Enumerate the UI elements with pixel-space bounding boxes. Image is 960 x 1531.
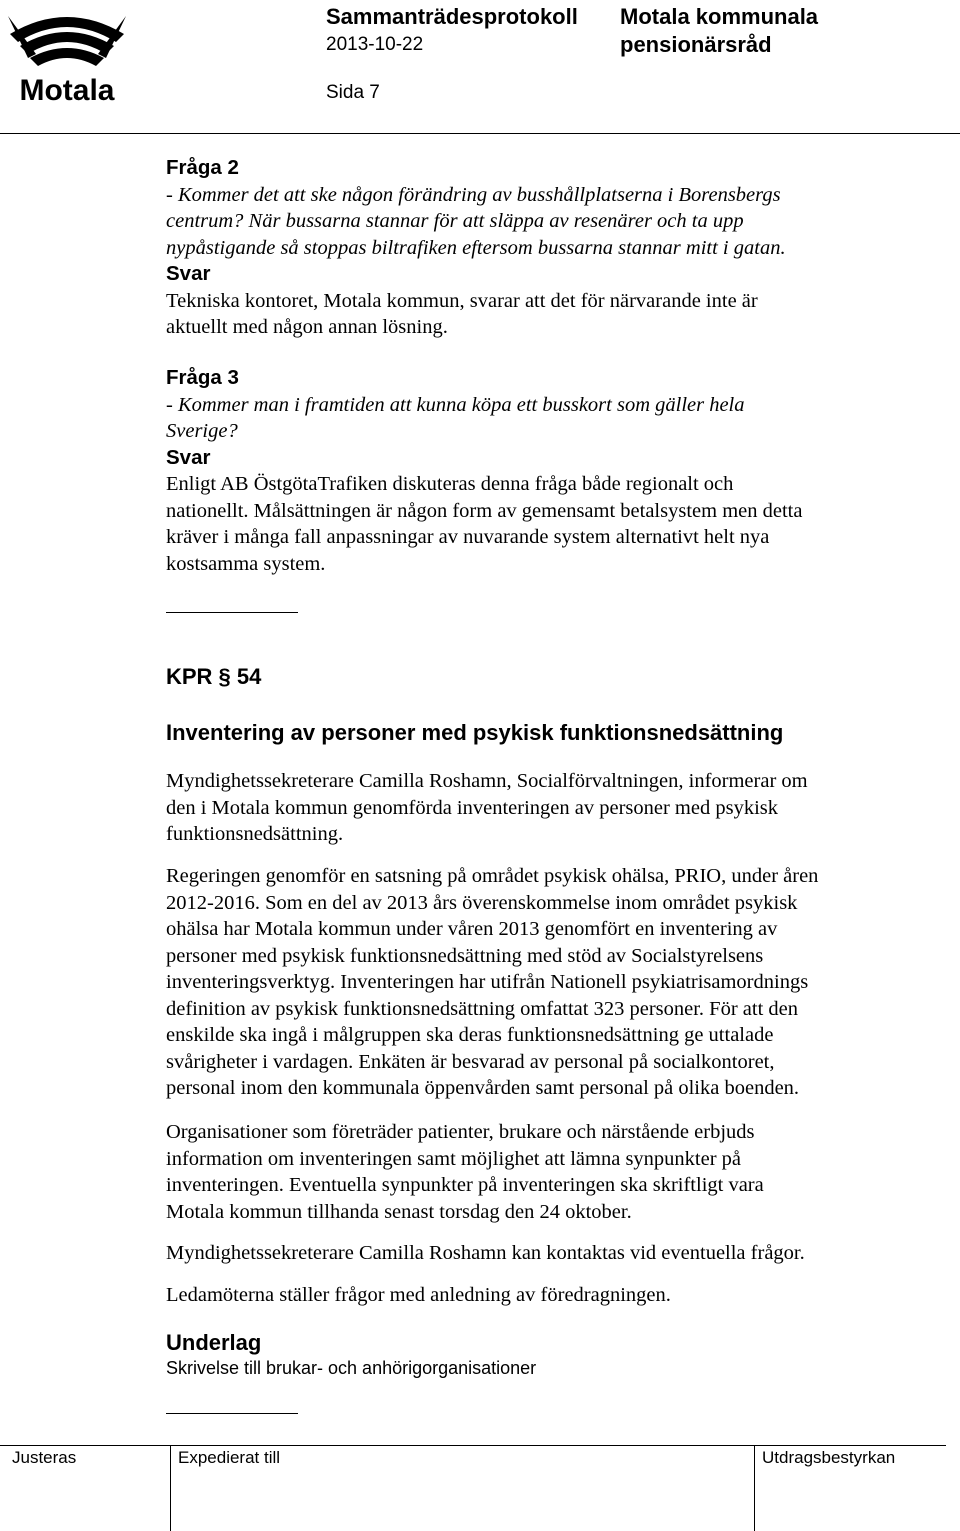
paragraph-4 [166,1240,926,1267]
answer-3-line: Enligt AB ÖstgötaTrafiken diskuteras denna fråga både regionalt och [166,473,734,495]
paragraph-line: definition av psykisk funktionsnedsättning omfattat 323 personer. För att den [166,997,798,1020]
paragraph-line: Myndighetssekreterare Camilla Roshamn kan kontaktas vid eventuella frågor. [166,1242,805,1264]
question-2-line: - Kommer det att ske någon förändring av busshållplatserna i Borensbergs [166,183,781,206]
underlag-text: Skrivelse till brukar- och anhörigorganisationer [166,1358,537,1378]
footer-column-divider [754,1445,755,1531]
answer-2-line: aktuellt med någon annan lösning. [166,316,448,338]
paragraph-line: Motala kommun tillhanda senast torsdag den 24 oktober. [166,1200,632,1223]
paragraph-line: personal inom den kommunala öppenvården samt personal på olika boenden. [166,1077,800,1099]
paragraph-line: Myndighetssekreterare Camilla Roshamn, Socialförvaltningen, informerar om [166,770,808,792]
paragraph-line: funktionsnedsättning. [166,823,344,845]
question-2-block [166,155,926,341]
document-type: Sammanträdesprotokoll [326,4,578,29]
question-2-title: Fråga 2 [166,156,239,179]
paragraph-1 [166,768,926,848]
question-3-title: Fråga 3 [166,366,239,389]
footer-utdragsbestyrkan: Utdragsbestyrkan [762,1448,896,1467]
page-number: Sida 7 [326,82,380,103]
footer-divider [0,1445,946,1446]
section-number: KPR § 54 [166,664,262,689]
header-divider [0,133,960,134]
document-date: 2013-10-22 [326,34,424,55]
paragraph-line: Organisationer som företräder patienter, brukare och närstående erbjuds [166,1121,755,1143]
organization-name-line1: Motala kommunala [620,4,819,29]
answer-3-line: nationellt. Målsättningen är någon form av gemensamt betalsystem men detta [166,499,803,522]
footer-column-divider [170,1445,171,1531]
paragraph-line: inventeringen. Eventuella synpunkter på inventeringen ska skriftligt vara [166,1174,764,1196]
footer-expedierat: Expedierat till [178,1448,281,1467]
question-3-line: Sverige? [166,420,238,442]
question-2-line: centrum? När bussarna stannar för att släppa av resenärer och ta upp [166,210,744,232]
logo-emblem [8,16,126,66]
question-3-block [166,365,926,577]
footer-justeras: Justeras [12,1448,77,1467]
answer-2-line: Tekniska kontoret, Motala kommun, svarar att det för närvarande inte är [166,289,758,312]
paragraph-3 [166,1119,926,1225]
underlag-title: Underlag [166,1330,262,1355]
answer-3-label: Svar [166,445,211,469]
answer-2-label: Svar [166,262,211,285]
paragraph-line: information om inventeringen samt möjlighet att lämna synpunkter på [166,1147,742,1170]
organization-name-line2: pensionärsråd [620,32,772,57]
logo-wordmark: Motala [19,74,115,106]
paragraph-2 [166,863,926,1102]
paragraph-line: Ledamöterna ställer frågor med anledning av föredragningen. [166,1284,671,1306]
motala-logo [6,4,128,106]
paragraph-line: den i Motala kommun genomförda inventeringen av personer med psykisk [166,796,779,819]
paragraph-line: personer med psykisk funktionsnedsättning med stöd av Socialstyrelsens [166,944,764,967]
answer-3-line: kostsamma system. [166,552,326,575]
end-separator [166,1413,298,1414]
section-separator [166,612,298,613]
paragraph-line: enskilde ska ingå i målgruppen ska deras funktionsnedsättning ge uttalade [166,1024,774,1046]
paragraph-line: inventeringsverktyg. Inventeringen har utifrån Nationell psykiatrisamordnings [166,971,809,993]
paragraph-line: Regeringen genomför en satsning på området psykisk ohälsa, PRIO, under åren [166,865,819,887]
question-3-line: - Kommer man i framtiden att kunna köpa ett busskort som gäller hela [166,393,745,416]
paragraph-line: 2012-2016. Som en del av 2013 års överenskommelse inom området psykisk [166,891,798,914]
paragraph-line: svårigheter i vardagen. Enkäten är besvarad av personal på socialkontoret, [166,1050,775,1073]
question-2-line: nypåstigande så stoppas biltrafiken eftersom bussarna stannar mitt i gatan. [166,236,786,259]
section-title: Inventering av personer med psykisk funktionsnedsättning [166,720,784,745]
paragraph-line: ohälsa har Motala kommun under våren 2013 genomfört en inventering av [166,918,778,940]
answer-3-line: kräver i många fall anpassningar av nuvarande system alternativt helt nya [166,526,770,548]
paragraph-5 [166,1282,926,1309]
